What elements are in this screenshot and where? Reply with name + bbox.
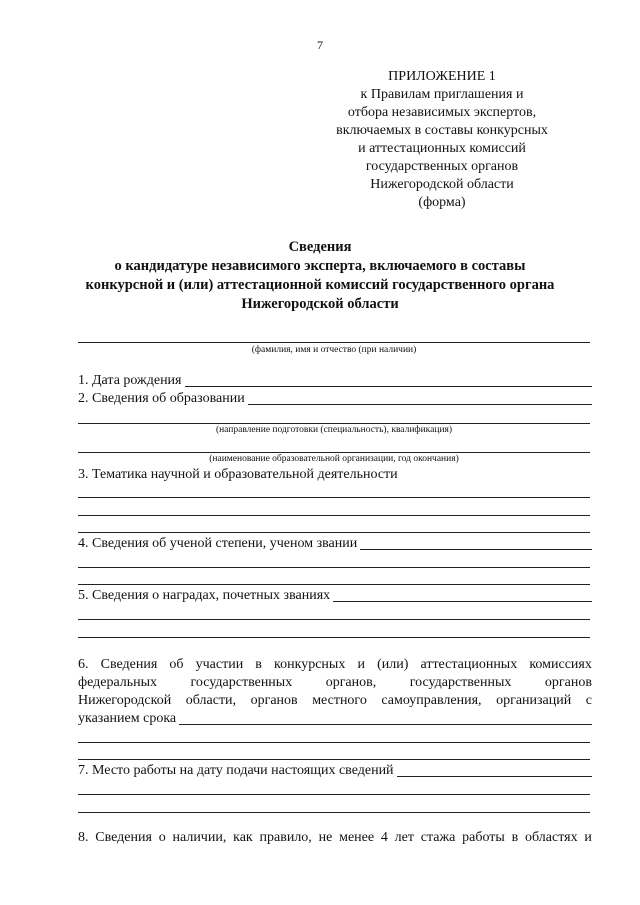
word: в: [511, 830, 519, 845]
word: в: [255, 657, 262, 672]
word: органов,: [325, 675, 377, 690]
commissions-line-1: [78, 656, 592, 674]
page-number: 7: [317, 38, 323, 52]
word: Сведения: [95, 830, 152, 845]
word: 4: [380, 830, 388, 845]
specialty-hint: (направление подготовки (специальность), квалификация): [215, 425, 453, 435]
education-row: [78, 390, 592, 408]
title-line: конкурсной и (или) аттестационной комиссий государственного органа: [85, 277, 555, 293]
commissions-field-line[interactable]: [78, 742, 590, 743]
word: Нижегородской: [78, 693, 172, 708]
degree-field-line[interactable]: [360, 549, 592, 550]
word: местного: [312, 693, 367, 708]
word: и: [357, 657, 365, 672]
word: работы: [462, 830, 505, 845]
word: о: [158, 830, 166, 845]
commissions-field-line[interactable]: [179, 724, 592, 725]
word: 6.: [78, 657, 89, 672]
word: областях: [525, 830, 578, 845]
word: конкурсных: [274, 657, 346, 672]
education-field-line[interactable]: [248, 404, 592, 405]
commissions-line-2: [78, 674, 592, 692]
experience-line-1: [78, 829, 592, 847]
workplace-label: 7. Место работы на дату подачи настоящих сведений: [78, 763, 394, 778]
appendix-line: включаемых в составы конкурсных: [336, 123, 548, 138]
workplace-field-line[interactable]: [78, 812, 590, 813]
word: и: [584, 830, 592, 845]
word: 8.: [78, 830, 89, 845]
word: участии: [195, 657, 244, 672]
form-title: [60, 238, 580, 314]
word: организаций: [496, 693, 572, 708]
word: аттестационных: [420, 657, 518, 672]
appendix-line: (форма): [418, 195, 466, 210]
birth-date-field-line[interactable]: [185, 386, 593, 387]
appendix-line: и аттестационных комиссий: [358, 141, 526, 156]
degree-label: 4. Сведения об ученой степени, ученом звании: [78, 536, 358, 551]
word: государственных: [190, 675, 293, 690]
word: федеральных: [78, 675, 158, 690]
research-label: 3. Тематика научной и образовательной деятельности: [78, 467, 398, 482]
word: (или): [377, 657, 409, 672]
workplace-field-line[interactable]: [78, 794, 590, 795]
word: не: [318, 830, 333, 845]
appendix-line: Нижегородской области: [370, 177, 514, 192]
fio-field-line[interactable]: [78, 342, 590, 343]
research-field-line[interactable]: [78, 532, 590, 533]
institution-field-line[interactable]: [78, 452, 590, 453]
appendix-line: ПРИЛОЖЕНИЕ 1: [388, 69, 496, 84]
commissions-line-3: [78, 692, 592, 710]
awards-field-line[interactable]: [78, 637, 590, 638]
title-line: Нижегородской области: [241, 296, 399, 312]
specialty-field-line[interactable]: [78, 423, 590, 424]
appendix-line: к Правилам приглашения и: [360, 87, 524, 102]
word: менее: [339, 830, 375, 845]
word: органов: [544, 675, 592, 690]
awards-field-line[interactable]: [78, 619, 590, 620]
fio-hint: (фамилия, имя и отчество (при наличии): [251, 345, 417, 355]
commissions-row: [78, 710, 592, 728]
word: с: [585, 693, 592, 708]
word: Сведения: [100, 657, 158, 672]
word: самоуправления,: [381, 693, 482, 708]
word: комиссиях: [529, 657, 592, 672]
word: как: [233, 830, 253, 845]
word: об: [169, 657, 184, 672]
degree-row: [78, 535, 592, 553]
word: стажа: [420, 830, 456, 845]
workplace-row: [78, 762, 592, 780]
appendix-line: государственных органов: [365, 159, 519, 174]
word: области,: [185, 693, 237, 708]
research-field-line[interactable]: [78, 515, 590, 516]
education-label: 2. Сведения об образовании: [78, 391, 245, 406]
appendix-header: [322, 68, 562, 212]
degree-field-line[interactable]: [78, 584, 590, 585]
awards-field-line[interactable]: [333, 601, 592, 602]
institution-hint: (наименование образовательной организации, год окончания): [209, 454, 459, 464]
appendix-line: отбора независимых экспертов,: [347, 105, 537, 120]
word: органов: [250, 693, 298, 708]
birth-date-label: 1. Дата рождения: [78, 373, 182, 388]
title-line: Сведения: [288, 239, 352, 255]
word: правило,: [259, 830, 312, 845]
word: наличии,: [172, 830, 227, 845]
research-field-line[interactable]: [78, 497, 590, 498]
awards-row: [78, 587, 592, 605]
title-line: о кандидатуре независимого эксперта, включаемого в составы: [114, 258, 526, 274]
awards-label: 5. Сведения о наградах, почетных званиях: [78, 588, 331, 603]
commissions-field-line[interactable]: [78, 759, 590, 760]
word: лет: [394, 830, 414, 845]
degree-field-line[interactable]: [78, 567, 590, 568]
commissions-label: указанием срока: [78, 711, 177, 726]
word: государственных: [409, 675, 512, 690]
workplace-field-line[interactable]: [397, 776, 592, 777]
birth-date-row: [78, 372, 592, 390]
